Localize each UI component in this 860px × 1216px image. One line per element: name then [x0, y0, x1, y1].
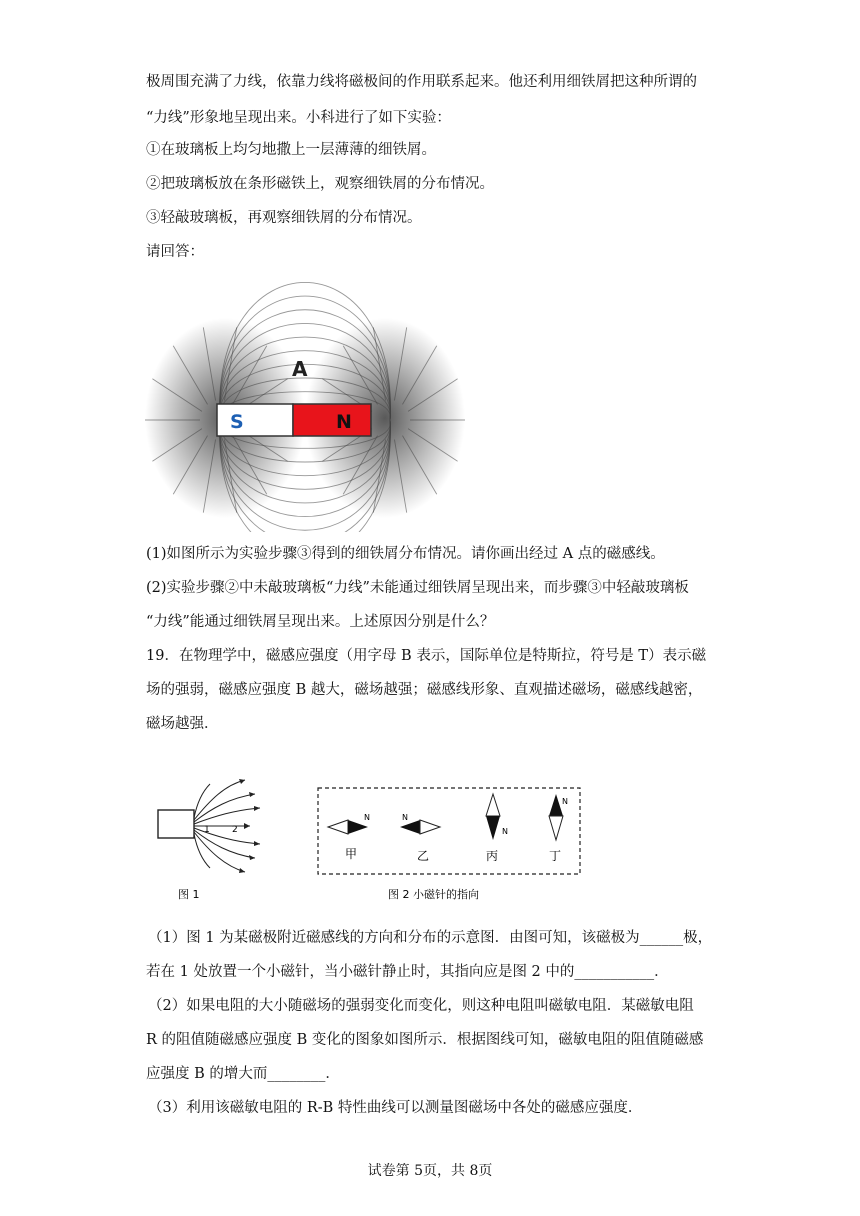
svg-text:N: N	[364, 813, 370, 822]
needle-bing	[486, 794, 500, 816]
magnet-north-half	[293, 404, 371, 436]
south-pole-label: S	[230, 411, 244, 433]
fig1-point-1: 1	[204, 825, 210, 835]
q19-part-1-line-2: 若在 1 处放置一个小磁针，当小磁针静止时，其指向应是图 2 中的___________．	[146, 964, 669, 980]
north-pole-label: N	[336, 411, 352, 433]
q19-part-3-line-1: （3）利用该磁敏电阻的 R-B 特性曲线可以测量图磁场中各处的磁感应强度．	[148, 1100, 643, 1116]
needle-jia	[328, 820, 348, 834]
iron-filings-figure	[140, 282, 470, 532]
fig2-needle-box	[318, 788, 580, 901]
needle-yi	[400, 820, 420, 834]
point-a-label: A	[292, 357, 308, 381]
step-3: ③轻敲玻璃板，再观察细铁屑的分布情况。	[146, 210, 422, 226]
needle-ding	[549, 794, 563, 816]
svg-text:N: N	[562, 797, 568, 806]
q18-part-2-line-2: “力线”能通过细铁屑呈现出来。上述原因分别是什么？	[146, 614, 495, 630]
svg-text:N: N	[502, 827, 508, 836]
q19-part-2-line-2: R 的阻值随磁感应强度 B 变化的图象如图所示．根据图线可知，磁敏电阻的阻值随磁感	[146, 1032, 704, 1048]
needle-bing-label: 丙	[486, 849, 499, 863]
intro-line-2: “力线”形象地呈现出来。小科进行了如下实验：	[146, 110, 451, 126]
q19-part-1-line-1: （1）图 1 为某磁极附近磁感线的方向和分布的示意图．由图可知，该磁极为______极，	[148, 930, 713, 946]
ask-prompt: 请回答：	[146, 244, 204, 260]
magnet-south-half	[217, 404, 293, 436]
q18-part-1: (1)如图所示为实验步骤③得到的细铁屑分布情况。请你画出经过 A 点的磁感线。	[146, 546, 665, 562]
intro-line-1: 极周围充满了力线，依靠力线将磁极间的作用联系起来。他还利用细铁屑把这种所谓的	[146, 74, 697, 90]
fig2-caption: 图 2 小磁针的指向	[388, 888, 479, 901]
step-1: ①在玻璃板上均匀地撒上一层薄薄的细铁屑。	[146, 142, 436, 158]
q19-line-3: 磁场越强．	[146, 716, 219, 732]
needle-yi-label: 乙	[417, 849, 430, 863]
q19-line-2: 场的强弱，磁感应强度 B 越大，磁场越强；磁感线形象、直观描述磁场，磁感线越密，	[146, 682, 703, 698]
q19-part-2-line-3: 应强度 B 的增大而________．	[146, 1066, 340, 1082]
step-2: ②把玻璃板放在条形磁铁上，观察细铁屑的分布情况。	[146, 176, 494, 192]
fig1-pole-diagram	[158, 779, 260, 901]
fig1-caption: 图 1	[178, 888, 200, 901]
q19-line-1: 19．在物理学中，磁感应强度（用字母 B 表示，国际单位是特斯拉，符号是 T）表示磁	[146, 648, 707, 664]
q18-part-2-line-1: (2)实验步骤②中未敲玻璃板“力线”未能通过细铁屑呈现出来，而步骤③中轻敲玻璃板	[146, 580, 689, 596]
page-footer: 试卷第 5页，共 8页	[367, 1163, 493, 1179]
needle-ding-label: 丁	[549, 849, 562, 863]
fig1-point-2: 2	[232, 825, 238, 835]
q19-part-2-line-1: （2）如果电阻的大小随磁场的强弱变化而变化，则这种电阻叫磁敏电阻．某磁敏电阻	[148, 998, 694, 1014]
svg-text:N: N	[402, 813, 408, 822]
needle-figures	[150, 770, 590, 905]
needle-jia-label: 甲	[345, 847, 358, 861]
